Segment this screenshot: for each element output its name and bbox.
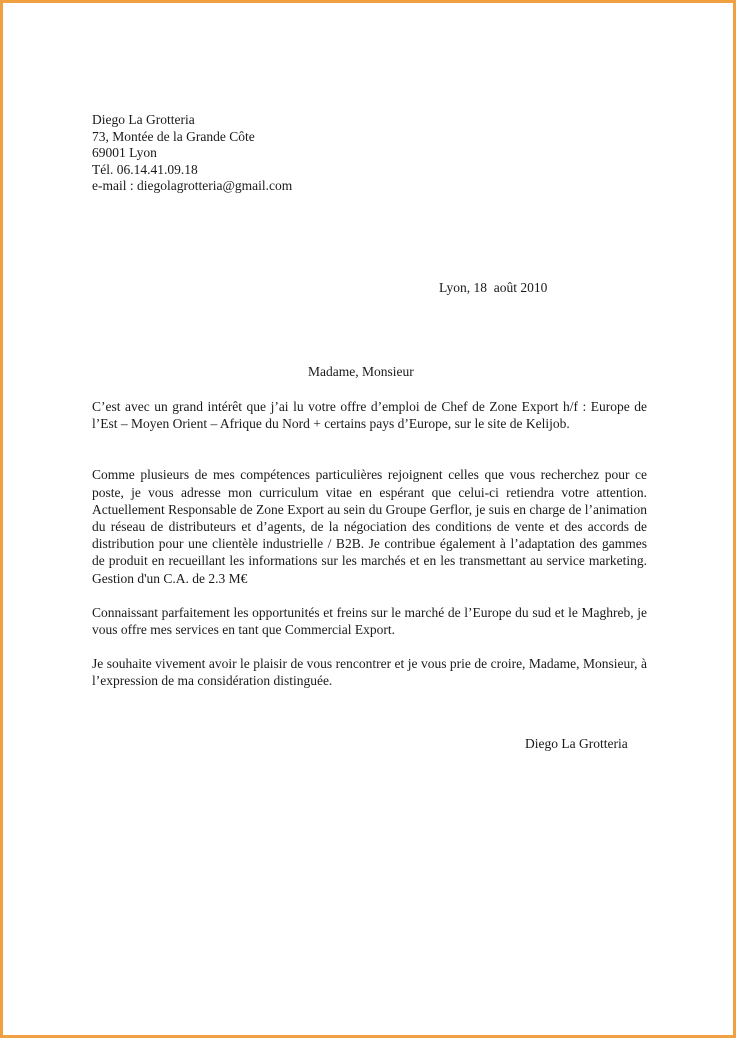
paragraph-experience: Comme plusieurs de mes compétences particulières rejoignent celles que vous recherchez pour ce poste, je vous adresse mon curriculum vitae en espérant que celui-ci retiendra votre attention. Actuellement Responsable de Zone Export au sein du Groupe Gerflor, je suis en charge de l’animation du réseau de distributeurs et d’agents, de la négociation des conditions de vente et des accords de distribution pour une clientèle industrielle / B2B. Je contribue également à l’adaptation des gammes de produit en recueillant les informations sur les marchés et en les transmettant au service marketing. Gestion d'un C.A. de 2.3 M€ [92,467,647,586]
sender-city: 69001 Lyon [92,145,157,161]
paragraph-closing: Je souhaite vivement avoir le plaisir de vous rencontrer et je vous prie de croire, Madame, Monsieur, à l’expression de ma considération distinguée. [92,656,647,689]
salutation: Madame, Monsieur [308,364,414,379]
letter-date: Lyon, 18 août 2010 [439,280,548,295]
sender-name: Diego La Grotteria [92,112,195,127]
letter-body [92,398,647,690]
sender-email: e-mail : diegolagrotteria@gmail.com [92,178,293,194]
sender-block [92,112,292,195]
paragraph-offer: Connaissant parfaitement les opportunités et freins sur le marché de l’Europe du sud et le Maghreb, je vous offre mes services en tant que Commercial Export. [92,604,647,638]
sender-address: 73, Montée de la Grande Côte [92,128,255,144]
sender-phone: Tél. 06.14.41.09.18 [92,161,198,177]
paragraph-intro: C’est avec un grand intérêt que j’ai lu votre offre d’emploi de Chef de Zone Export h/f : Europe de l’Est – Moyen Orient – Afrique du Nord + certains pays d’Europe, sur le site de Kelijob. [92,399,647,432]
signature: Diego La Grotteria [525,736,628,751]
